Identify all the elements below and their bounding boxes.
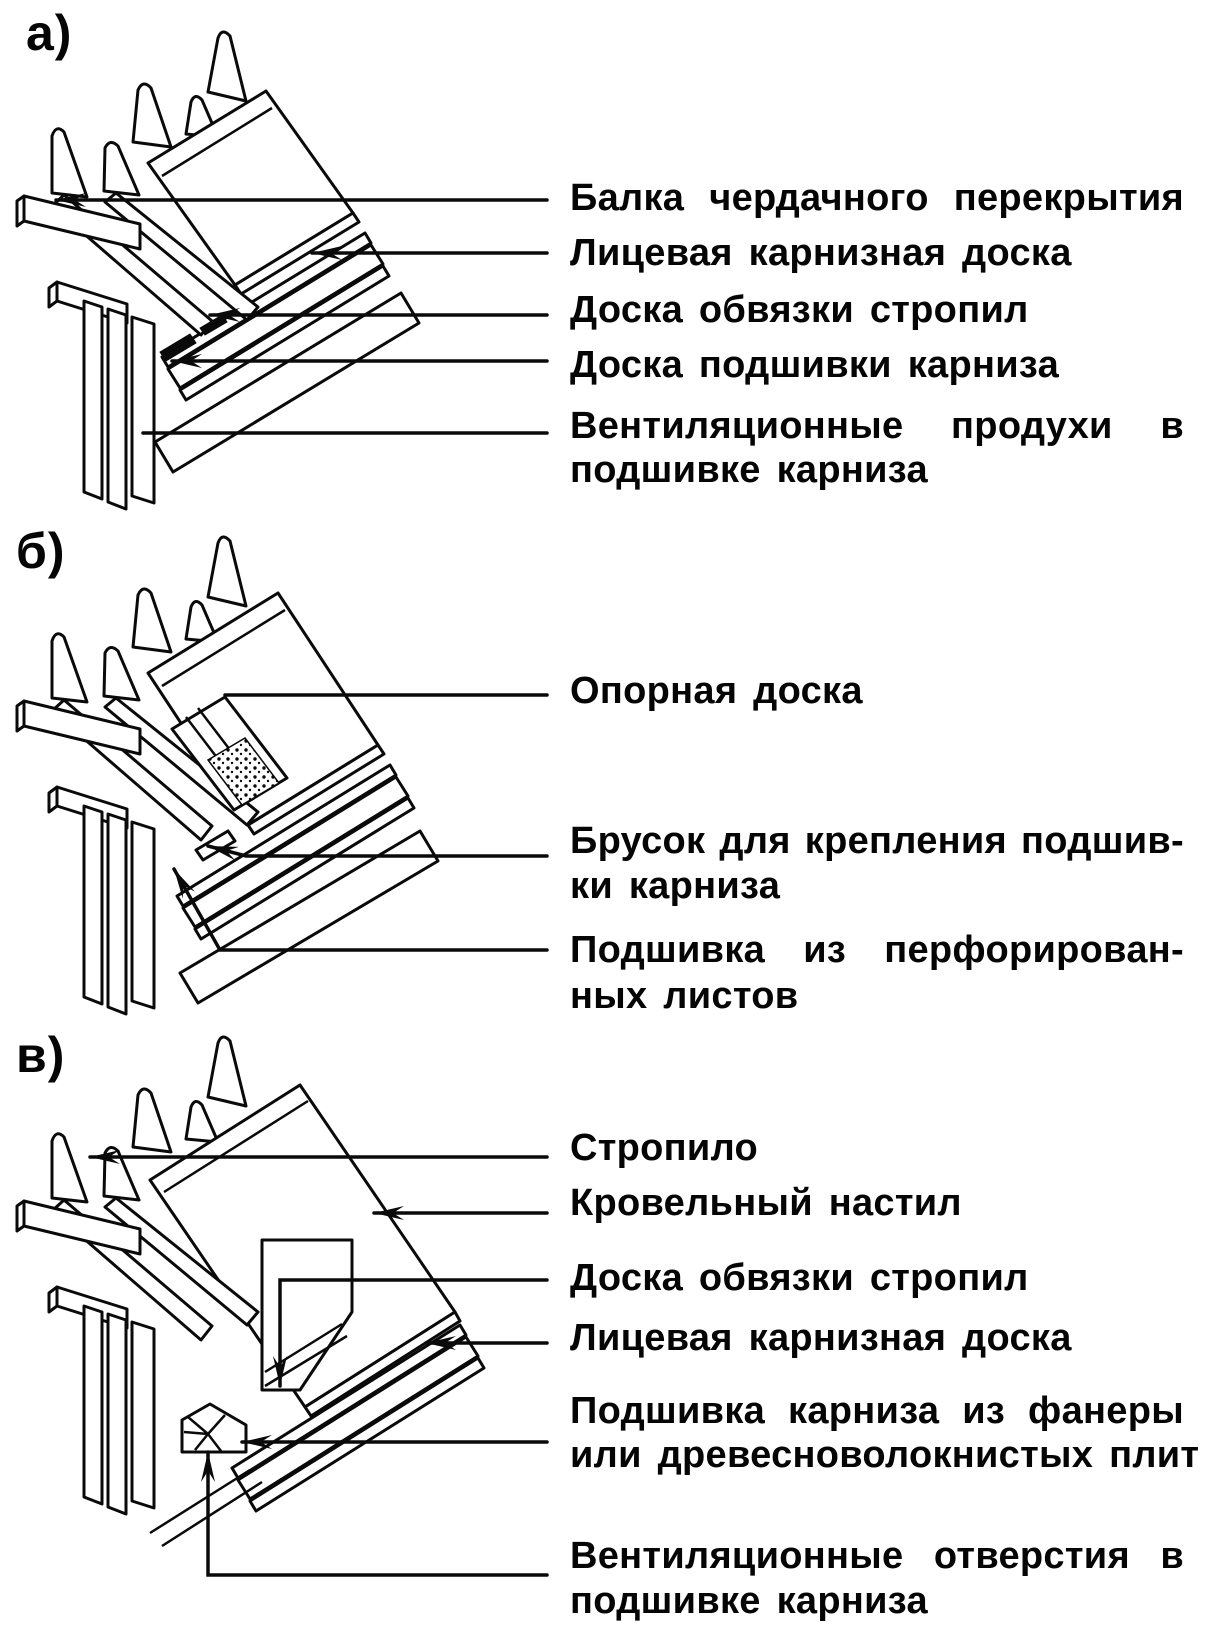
label-vent-gaps-line1: Вентиляционные продухи в xyxy=(570,405,1184,447)
eave-drawing-a xyxy=(17,32,419,509)
label-nail-block-line1: Брусок для крепления подшив- xyxy=(570,820,1184,862)
soffit-edge-line xyxy=(150,1470,250,1533)
label-vent-gaps-line2: подшивке карниза xyxy=(570,449,928,491)
label-soffit-board: Доска подшивки карниза xyxy=(570,344,1060,386)
section-letter-v: в) xyxy=(16,1027,66,1083)
label-plywood-soffit-line1: Подшивка карниза из фанеры xyxy=(570,1390,1184,1432)
label-rafter-tie-board2: Доска обвязки стропил xyxy=(570,1257,1029,1299)
eave-drawing-b xyxy=(17,537,438,1014)
section-letter-a: а) xyxy=(26,5,73,61)
label-fascia-board: Лицевая карнизная доска xyxy=(570,232,1072,274)
section-letter-b: б) xyxy=(16,523,66,579)
label-fascia-board2: Лицевая карнизная доска xyxy=(570,1317,1072,1359)
label-support-board: Опорная доска xyxy=(570,670,863,712)
label-nail-block-line2: ки карниза xyxy=(570,865,781,907)
label-plywood-soffit-line2: или древесноволокнистых плит xyxy=(570,1434,1200,1476)
label-attic-beam: Балка чердачного перекрытия xyxy=(570,177,1184,219)
label-rafter: Стропило xyxy=(570,1127,759,1169)
eave-drawing-v xyxy=(17,1037,484,1546)
label-roof-deck: Кровельный настил xyxy=(570,1182,962,1224)
label-vent-holes-line2: подшивке карниза xyxy=(570,1580,928,1622)
label-perf-sheets-line2: ных листов xyxy=(570,975,799,1017)
soffit-edge-line xyxy=(162,1482,262,1546)
label-vent-holes-line1: Вентиляционные отверстия в xyxy=(570,1535,1184,1577)
label-perf-sheets-line1: Подшивка из перфорирован- xyxy=(570,929,1184,971)
label-rafter-tie-board: Доска обвязки стропил xyxy=(570,289,1029,331)
